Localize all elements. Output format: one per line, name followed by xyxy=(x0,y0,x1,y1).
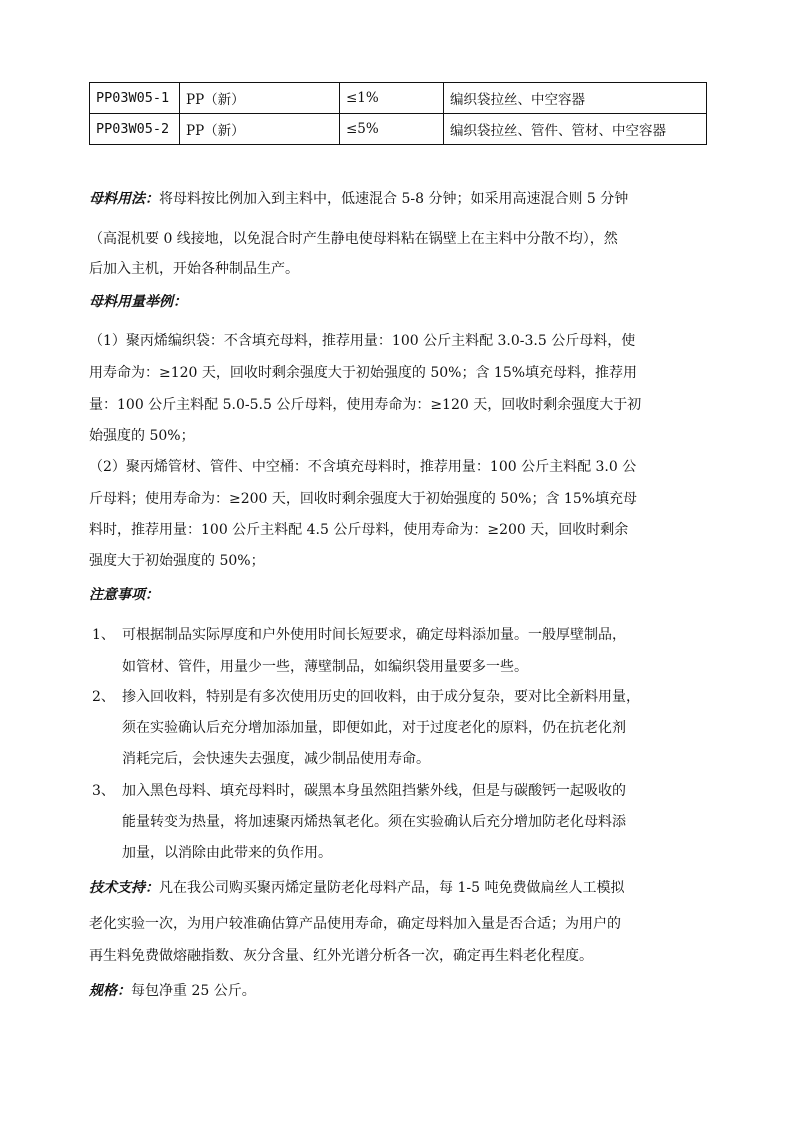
dosage-item2-line: 料时，推荐用量：100 公斤主料配 4.5 公斤母料，使用寿命为：≥200 天，回收时剩余 xyxy=(89,522,629,538)
table-cell-application: 编织袋拉丝、管件、管材、中空容器 xyxy=(444,114,707,145)
table-cell-application: 编织袋拉丝、中空容器 xyxy=(444,83,707,114)
support-text-line: 老化实验一次，为用户较准确估算产品使用寿命，确定母料加入量是否合适；为用户的 xyxy=(89,916,621,932)
note-line: 加量，以消除由此带来的负作用。 xyxy=(122,845,332,861)
note-line: 如管材、管件，用量少一些，薄壁制品，如编织袋用量要多一些。 xyxy=(122,659,528,675)
usage-text-line: 后加入主机，开始各种制品生产。 xyxy=(89,261,299,277)
note-line: 消耗完后，会快速失去强度，减少制品使用寿命。 xyxy=(122,751,430,767)
usage-heading: 母料用法： xyxy=(89,191,159,207)
dosage-item1-line: （1）聚丙烯编织袋：不含填充母料，推荐用量：100 公斤主料配 3.0-3.5 公斤母料，使 xyxy=(89,333,636,349)
dosage-item2-line: （2）聚丙烯管材、管件、中空桶：不含填充母料时，推荐用量：100 公斤主料配 3.0 公 xyxy=(89,459,637,475)
note-number: 3、 xyxy=(92,783,115,799)
table-cell-material: PP（新） xyxy=(180,114,340,145)
spec-line xyxy=(89,980,709,1000)
note-line: 能量转变为热量，将加速聚丙烯热氧老化。须在实验确认后充分增加防老化母料添 xyxy=(122,814,626,830)
table-cell-code: PP03W05-1 xyxy=(90,83,180,114)
note-line: 加入黑色母料、填充母料时，碳黑本身虽然阻挡紫外线，但是与碳酸钙一起吸收的 xyxy=(122,783,626,799)
dosage-item1-line: 用寿命为：≥120 天，回收时剩余强度大于初始强度的 50%；含 15%填充母料，推荐用 xyxy=(89,365,638,381)
support-text: 凡在我公司购买聚丙烯定量防老化母料产品，每 1-5 吨免费做扁丝人工模拟 xyxy=(159,880,625,896)
note-number: 1、 xyxy=(92,627,115,643)
dosage-item1-line: 量：100 公斤主料配 5.0-5.5 公斤母料，使用寿命为：≥120 天，回收时剩余强度大于初 xyxy=(89,397,642,413)
table-cell-material: PP（新） xyxy=(180,83,340,114)
dosage-item1-line: 始强度的 50%； xyxy=(89,428,195,444)
table-row xyxy=(90,114,707,145)
usage-text-line: （高混机要 0 线接地，以免混合时产生静电使母料粘在锅壁上在主料中分散不均），然 xyxy=(89,231,618,247)
spec-heading: 规格： xyxy=(89,983,131,999)
note-line: 须在实验确认后充分增加添加量，即便如此，对于过度老化的原料，仍在抗老化剂 xyxy=(122,720,626,736)
note-line: 可根据制品实际厚度和户外使用时间长短要求，确定母料添加量。一般厚壁制品， xyxy=(122,627,626,643)
dosage-item2-line: 强度大于初始强度的 50%； xyxy=(89,553,265,569)
table-cell-content: ≤1% xyxy=(340,83,444,114)
usage-line xyxy=(89,188,709,208)
support-heading: 技术支持： xyxy=(89,880,159,896)
table-cell-content: ≤5% xyxy=(340,114,444,145)
note-number: 2、 xyxy=(92,689,115,705)
product-table xyxy=(89,82,707,145)
table-cell-code: PP03W05-2 xyxy=(90,114,180,145)
dosage-heading: 母料用量举例： xyxy=(89,294,187,310)
support-text-line: 再生料免费做熔融指数、灰分含量、红外光谱分析各一次，确定再生料老化程度。 xyxy=(89,948,593,964)
note-line: 掺入回收料，特别是有多次使用历史的回收料，由于成分复杂，要对比全新料用量， xyxy=(122,689,640,705)
notes-heading: 注意事项： xyxy=(89,587,159,603)
spec-text: 每包净重 25 公斤。 xyxy=(131,983,256,999)
table-row xyxy=(90,83,707,114)
dosage-item2-line: 斤母料；使用寿命为：≥200 天，回收时剩余强度大于初始强度的 50%；含 15%填充母 xyxy=(89,491,638,507)
support-line xyxy=(89,877,709,897)
usage-text: 将母料按比例加入到主料中，低速混合 5-8 分钟；如采用高速混合则 5 分钟 xyxy=(159,191,629,207)
